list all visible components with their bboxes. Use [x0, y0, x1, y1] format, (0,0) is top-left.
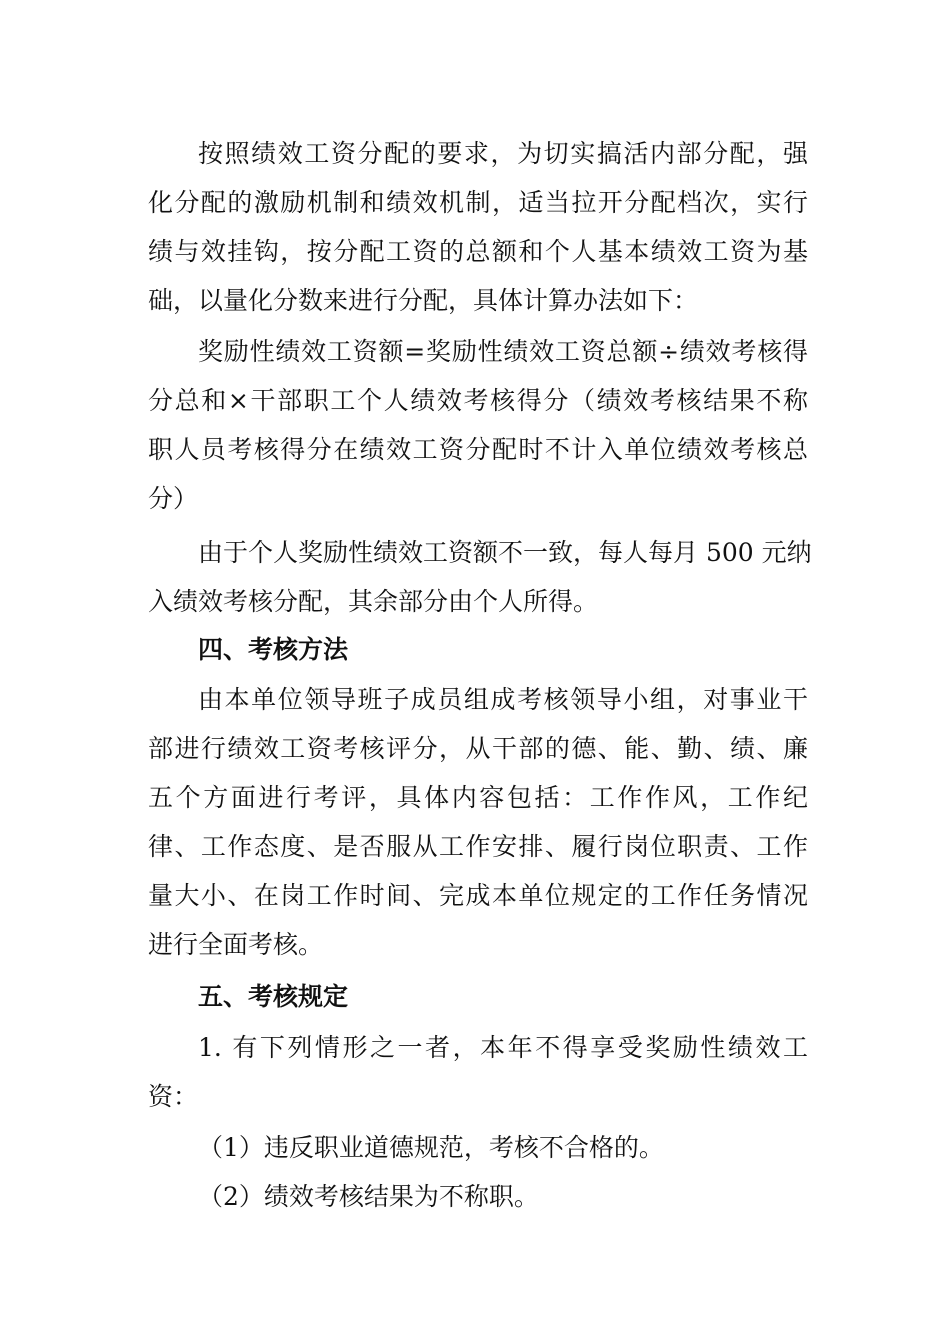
paragraph-2-line-3: 职人员考核得分在绩效工资分配时不计入单位绩效考核总	[148, 435, 808, 464]
paragraph-2-line-1: 奖励性绩效工资额=奖励性绩效工资总额÷绩效考核得	[198, 337, 808, 366]
paragraph-1-line-1: 按照绩效工资分配的要求，为切实搞活内部分配，强	[198, 139, 808, 168]
paragraph-2-line-2: 分总和×干部职工个人绩效考核得分（绩效考核结果不称	[148, 386, 808, 415]
section-heading-5: 五、考核规定	[198, 982, 349, 1011]
paragraph-2-line-4: 分）	[148, 484, 199, 513]
paragraph-4-line-1: 由本单位领导班子成员组成考核领导小组，对事业干	[198, 685, 808, 714]
paragraph-4-line-4: 律、工作态度、是否服从工作安排、履行岗位职责、工作	[148, 832, 808, 861]
paragraph-3-line-2: 入绩效考核分配，其余部分由个人所得。	[148, 587, 599, 616]
paragraph-4-line-3: 五个方面进行考评，具体内容包括：工作作风，工作纪	[148, 783, 808, 812]
list-item-1: （1）违反职业道德规范，考核不合格的。	[198, 1133, 664, 1162]
paragraph-4-line-5: 量大小、在岗工作时间、完成本单位规定的工作任务情况	[148, 881, 808, 910]
paragraph-3-line-1: 由于个人奖励性绩效工资额不一致，每人每月 500 元纳	[198, 538, 812, 567]
list-item-2: （2）绩效考核结果为不称职。	[198, 1182, 539, 1211]
paragraph-5-line-1: 1. 有下列情形之一者，本年不得享受奖励性绩效工	[198, 1033, 808, 1062]
paragraph-1-line-2: 化分配的激励机制和绩效机制，适当拉开分配档次，实行	[148, 188, 808, 217]
paragraph-1-line-3: 绩与效挂钩，按分配工资的总额和个人基本绩效工资为基	[148, 237, 808, 266]
paragraph-1-line-4: 础，以量化分数来进行分配，具体计算办法如下：	[148, 286, 699, 315]
paragraph-5-line-2: 资：	[148, 1082, 199, 1111]
section-heading-4: 四、考核方法	[198, 635, 349, 664]
paragraph-4-line-2: 部进行绩效工资考核评分，从干部的德、能、勤、绩、廉	[148, 734, 808, 763]
paragraph-4-line-6: 进行全面考核。	[148, 930, 324, 959]
